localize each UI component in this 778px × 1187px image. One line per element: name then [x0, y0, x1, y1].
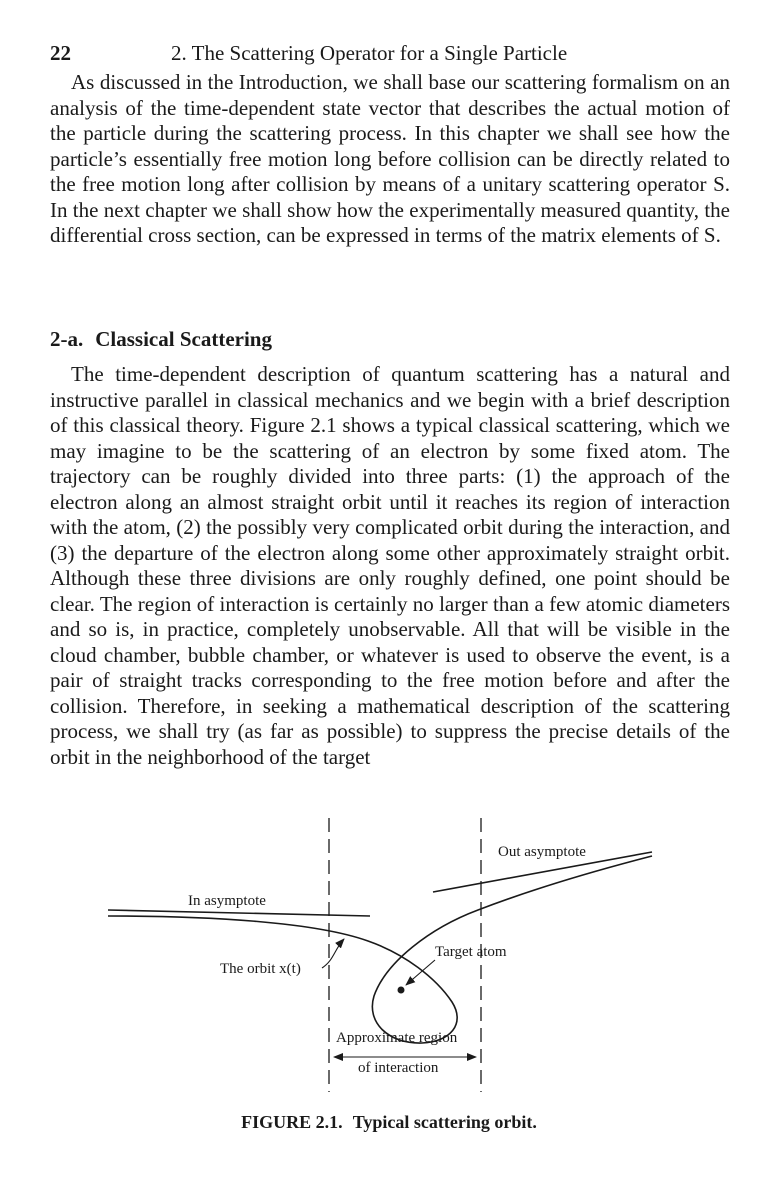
target-atom-label: Target atom [435, 944, 507, 960]
page-number: 22 [50, 41, 71, 65]
target-atom-dot [398, 987, 405, 994]
intro-paragraph: As discussed in the Introduction, we shall base our scattering formalism on an analysis of the time-dependent state vector that describes the actual motion of the particle during the scattering process. In this chapter we shall see how the particle’s essentially free motion long before collision can be directly related to the free motion long after collision by means of a unitary scattering operator S. In the next chapter we shall show how the experimentally measured quantity, the differential cross section, can be expressed in terms of the matrix elements of S. [50, 70, 730, 247]
running-head [50, 40, 730, 66]
region-label-line2: of interaction [358, 1060, 439, 1076]
section-paragraph: The time-dependent description of quantum scattering has a natural and instructive parallel in classical mechanics and we begin with a brief description of this classical theory. Figure 2.1 shows a typical classical scattering, which we may imagine to be the scattering of an electron by some fixed atom. The trajectory can be roughly divided into three parts: (1) the approach of the electron along an almost straight orbit until it reaches its region of interaction with the atom, (2) the possibly very complicated orbit during the interaction, and (3) the departure of the electron along some other approximately straight orbit. Although these three divisions are only roughly defined, one point should be clear. The region of interaction is certainly no larger than a few atomic diameters and so is, in practice, completely unobservable. All that will be visible in the cloud chamber, bubble chamber, or whatever is used to observe the event, is a pair of straight tracks corresponding to the free motion before and after the collision. Therefore, in seeking a mathematical description of the scattering process, we shall try (as far as possible) to suppress the precise details of the orbit in the neighborhood of the target [50, 362, 730, 769]
figure-caption-text: Typical scattering orbit. [352, 1112, 537, 1132]
in-asymptote-line [108, 910, 370, 916]
section-number: 2-a. [50, 327, 84, 351]
region-label-line1: Approximate region [336, 1030, 458, 1046]
out-asymptote-label: Out asymptote [498, 844, 586, 860]
chapter-title: 2. The Scattering Operator for a Single Particle [171, 41, 568, 65]
figure-caption-number: FIGURE 2.1. [241, 1112, 343, 1132]
scattering-diagram [100, 810, 680, 1100]
figure-caption [0, 1110, 778, 1134]
section-heading [50, 326, 272, 352]
in-asymptote-label: In asymptote [188, 893, 266, 909]
section-title: Classical Scattering [95, 327, 272, 351]
scattering-figure [100, 810, 680, 1100]
orbit-label: The orbit x(t) [220, 961, 301, 977]
orbit-pointer [322, 939, 344, 968]
orbit-path [108, 856, 652, 1043]
target-atom-pointer [406, 960, 435, 985]
